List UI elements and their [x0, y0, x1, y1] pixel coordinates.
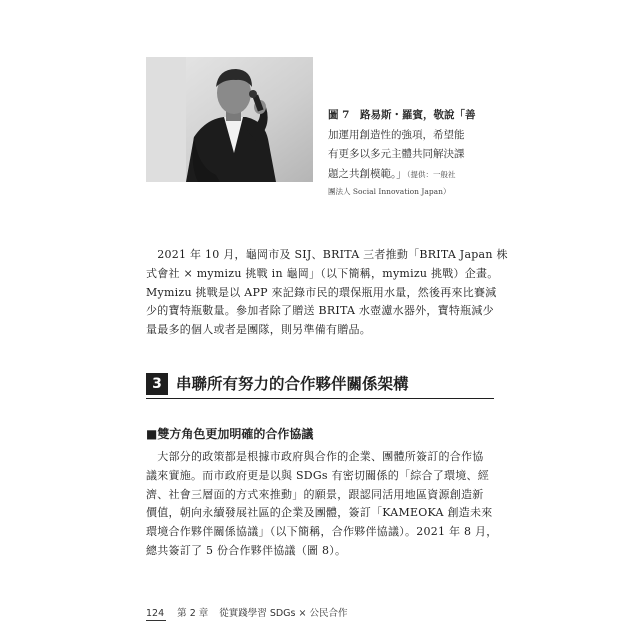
speaker-photo-image	[146, 57, 313, 182]
photo-credit-start: （提供：一般社	[406, 169, 456, 179]
paragraph-mymizu-challenge	[146, 246, 508, 340]
paragraph-partnership-agreement	[146, 448, 498, 561]
text-line: Mymizu 挑戰是以 APP 來記錄市民的環保瓶用水量，然後再來比賽減	[146, 285, 497, 299]
text-line: 式會社 × mymizu 挑戰 in 龜岡」（以下簡稱，mymizu 挑戰）企畫。	[146, 266, 499, 280]
text-line: 價值，朝向永續發展社區的企業及團體，簽訂「KAMEOKA 創造未來	[146, 506, 493, 520]
page-number: 124	[146, 608, 165, 619]
text-line: 環境合作夥伴關係協議」（以下簡稱，合作夥伴協議）。2021 年 8 月，	[146, 525, 498, 539]
text-line: 2021 年 10 月，龜岡市及 SIJ、BRITA 三者推動「BRITA Japan 株	[146, 248, 508, 261]
chapter-title: 從實踐學習 SDGs × 公民合作	[219, 608, 348, 619]
section-number-badge: 3	[146, 373, 168, 395]
section-heading	[146, 372, 494, 399]
text-line: 總共簽訂了 5 份合作夥伴協議（圖 8）。	[146, 543, 347, 557]
text-line: 量最多的個人或者是團隊，則另準備有贈品。	[146, 323, 371, 337]
caption-line: 圖 7 路易斯・羅賓，敬說「善	[328, 109, 476, 121]
figure-caption	[328, 106, 498, 199]
caption-line: 題之共創模範。」（提供：一般社	[328, 167, 456, 180]
figure-photo	[146, 57, 313, 182]
text-line: 濟、社會三層面的方式來推動」的願景，跟認同活用地區資源創造新	[146, 487, 484, 501]
page-footer	[146, 605, 347, 621]
photo-credit: 團法人 Social Innovation Japan）	[328, 187, 451, 196]
caption-line: 有更多以多元主體共同解決課	[328, 148, 465, 160]
caption-line: 加運用創造性的強項，希望能	[328, 128, 465, 141]
section-title: 串聯所有努力的合作夥伴關係架構	[176, 375, 409, 393]
chapter-label: 第 2 章	[177, 608, 209, 619]
subheading: ■雙方角色更加明確的合作協議	[146, 427, 314, 441]
text-line: 少的寶特瓶數量。參加者除了贈送 BRITA 水壺濾水器外，寶特瓶減少	[146, 304, 494, 318]
text-line: 議來實施。而市政府更是以與 SDGs 有密切關係的「綜合了環境、經	[146, 468, 490, 482]
text-line: 大部分的政策都是根據市政府與合作的企業、團體所簽訂的合作協	[146, 450, 484, 463]
